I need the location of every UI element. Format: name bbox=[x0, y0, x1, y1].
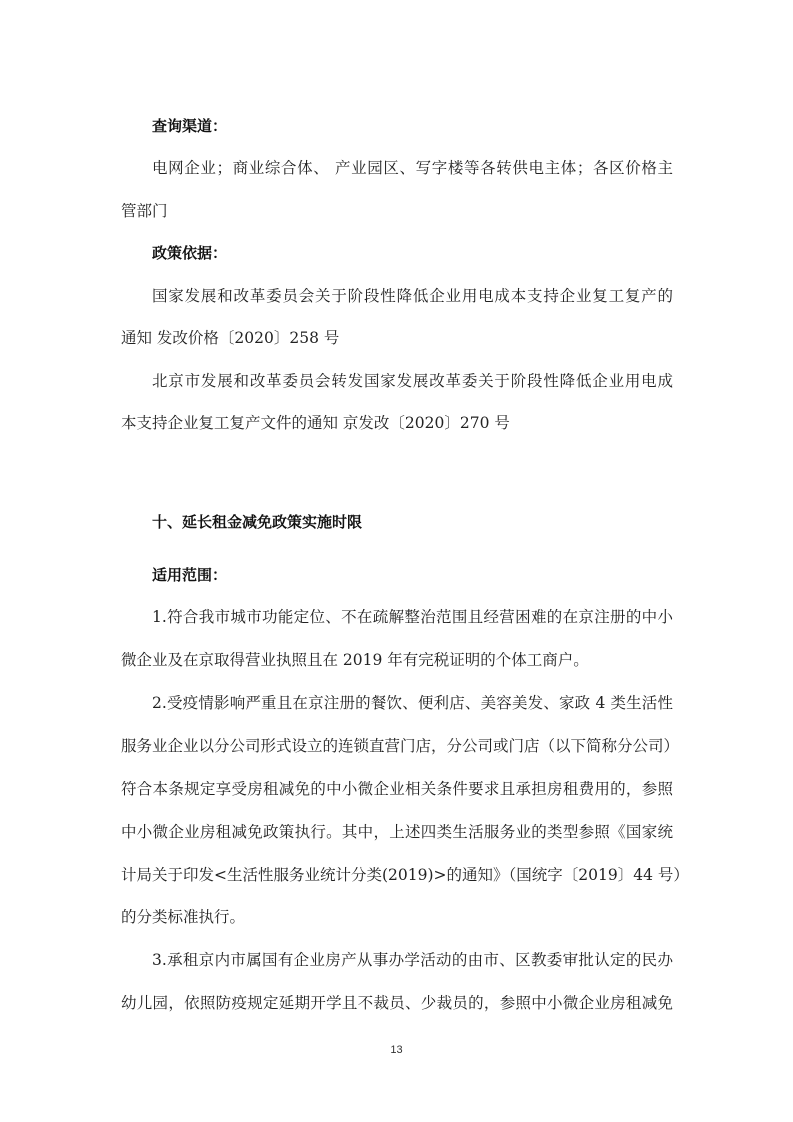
basis-line-2: 通知 发改价格〔2020〕258 号 bbox=[121, 329, 340, 347]
scope-line-1: 1.符合我市城市功能定位、不在疏解整治范围且经营困难的在京注册的中小 bbox=[152, 608, 673, 626]
scope-line-4: 服务业企业以分公司形式设立的连锁直营门店，分公司或门店（以下简称分公司） bbox=[121, 737, 680, 755]
scope-line-8: 的分类标准执行。 bbox=[121, 908, 246, 926]
scope-line-10: 幼儿园，依照防疫规定延期开学且不裁员、少裁员的，参照中小微企业房租减免 bbox=[121, 994, 673, 1012]
basis-heading: 政策依据： bbox=[152, 244, 228, 262]
channels-heading: 查询渠道： bbox=[152, 117, 228, 135]
scope-line-2: 微企业及在京取得营业执照且在 2019 年有完税证明的个体工商户。 bbox=[121, 651, 589, 669]
channels-line-1: 电网企业；商业综合体、 产业园区、写字楼等各转供电主体；各区价格主 bbox=[152, 159, 673, 177]
scope-line-3: 2.受疫情影响严重且在京注册的餐饮、便利店、美容美发、家政 4 类生活性 bbox=[152, 694, 673, 712]
scope-line-6: 中小微企业房租减免政策执行。其中，上述四类生活服务业的类型参照《国家统 bbox=[121, 823, 673, 841]
scope-line-9: 3.承租京内市属国有企业房产从事办学活动的由市、区教委审批认定的民办 bbox=[152, 951, 673, 969]
basis-line-3: 北京市发展和改革委员会转发国家发展改革委关于阶段性降低企业用电成 bbox=[152, 372, 673, 390]
basis-line-1: 国家发展和改革委员会关于阶段性降低企业用电成本支持企业复工复产的 bbox=[152, 287, 673, 305]
scope-line-5: 符合本条规定享受房租减免的中小微企业相关条件要求且承担房租费用的，参照 bbox=[121, 780, 673, 798]
section-ten-title: 十、延长租金减免政策实施时限 bbox=[152, 513, 363, 531]
scope-heading: 适用范围： bbox=[152, 566, 228, 584]
channels-line-2: 管部门 bbox=[121, 202, 168, 220]
page-number: 13 bbox=[390, 1044, 403, 1056]
scope-line-7: 计局关于印发<生活性服务业统计分类(2019)>的通知》（国统字〔2019〕44 号） bbox=[121, 866, 689, 884]
basis-line-4: 本支持企业复工复产文件的通知 京发改〔2020〕270 号 bbox=[121, 414, 510, 432]
